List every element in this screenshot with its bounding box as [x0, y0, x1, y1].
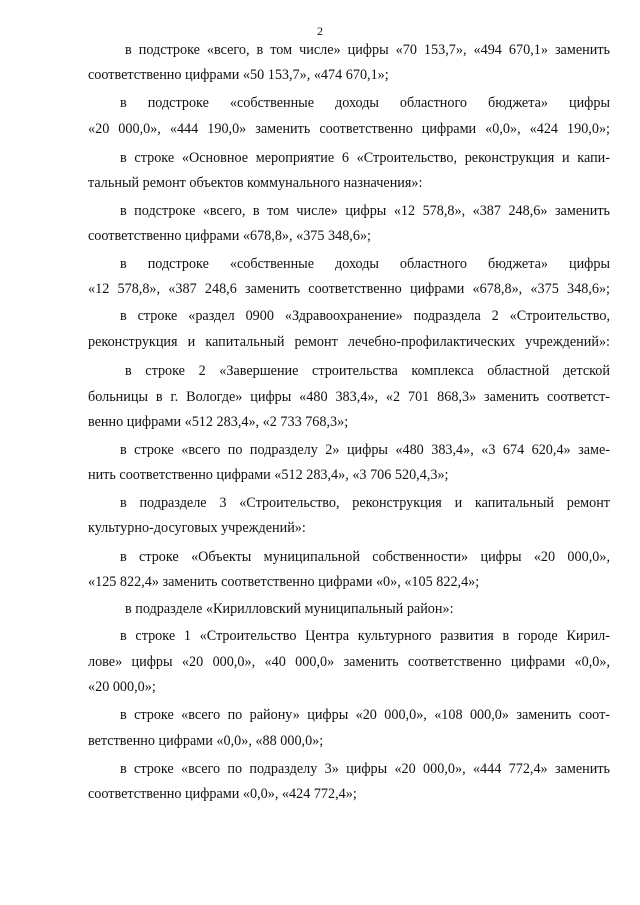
text-line: больницы в г. Вологде» цифры «480 383,4», «2 701 868,3» заменить соответст-: [88, 389, 610, 405]
text-line: в подразделе 3 «Строительство, реконструкция и капитальный ремонт: [120, 495, 610, 511]
text-line: культурно-досуговых учреждений»:: [88, 520, 306, 536]
text-line: соответственно цифрами «50 153,7», «474 670,1»;: [88, 67, 389, 83]
text-line: в подстроке «собственные доходы областного бюджета» цифры: [120, 256, 610, 272]
text-line: тальный ремонт объектов коммунального назначения»:: [88, 175, 423, 191]
text-line: в строке «раздел 0900 «Здравоохранение» подраздела 2 «Строительство,: [120, 308, 610, 324]
text-line: соответственно цифрами «0,0», «424 772,4»;: [88, 786, 357, 802]
text-line: в строке 2 «Завершение строительства комплекса областной детской: [125, 363, 610, 379]
text-line: реконструкция и капитальный ремонт лечебно-профилактических учреждений»:: [88, 334, 610, 350]
text-line: в строке «Объекты муниципальной собственности» цифры «20 000,0»,: [120, 549, 610, 565]
text-line: «20 000,0»;: [88, 679, 156, 695]
text-line: в строке «всего по подразделу 2» цифры «480 383,4», «3 674 620,4» заме-: [120, 442, 610, 458]
text-line: нить соответственно цифрами «512 283,4», «3 706 520,4,3»;: [88, 467, 449, 483]
text-line: в подстроке «всего, в том числе» цифры «12 578,8», «387 248,6» заменить: [120, 203, 610, 219]
page-number: 2: [317, 24, 323, 38]
text-line: в подстроке «собственные доходы областного бюджета» цифры: [120, 95, 610, 111]
text-line: ветственно цифрами «0,0», «88 000,0»;: [88, 733, 324, 749]
text-line: лове» цифры «20 000,0», «40 000,0» заменить соответственно цифрами «0,0»,: [88, 654, 610, 670]
text-line: «125 822,4» заменить соответственно цифрами «0», «105 822,4»;: [88, 574, 480, 590]
text-line: в подразделе «Кирилловский муниципальный район»:: [125, 601, 454, 617]
text-line: в строке «всего по району» цифры «20 000,0», «108 000,0» заменить соот-: [120, 707, 610, 723]
text-line: «20 000,0», «444 190,0» заменить соответственно цифрами «0,0», «424 190,0»;: [88, 121, 610, 137]
text-line: соответственно цифрами «678,8», «375 348,6»;: [88, 228, 371, 244]
text-line: в строке «Основное мероприятие 6 «Строительство, реконструкция и капи-: [120, 150, 610, 166]
text-line: в подстроке «всего, в том числе» цифры «70 153,7», «494 670,1» заменить: [125, 42, 610, 58]
text-line: в строке 1 «Строительство Центра культурного развития в городе Кирил-: [120, 628, 610, 644]
text-line: венно цифрами «512 283,4», «2 733 768,3»;: [88, 414, 349, 430]
text-line: «12 578,8», «387 248,6 заменить соответственно цифрами «678,8», «375 348,6»;: [88, 281, 610, 297]
text-line: в строке «всего по подразделу 3» цифры «20 000,0», «444 772,4» заменить: [120, 761, 610, 777]
